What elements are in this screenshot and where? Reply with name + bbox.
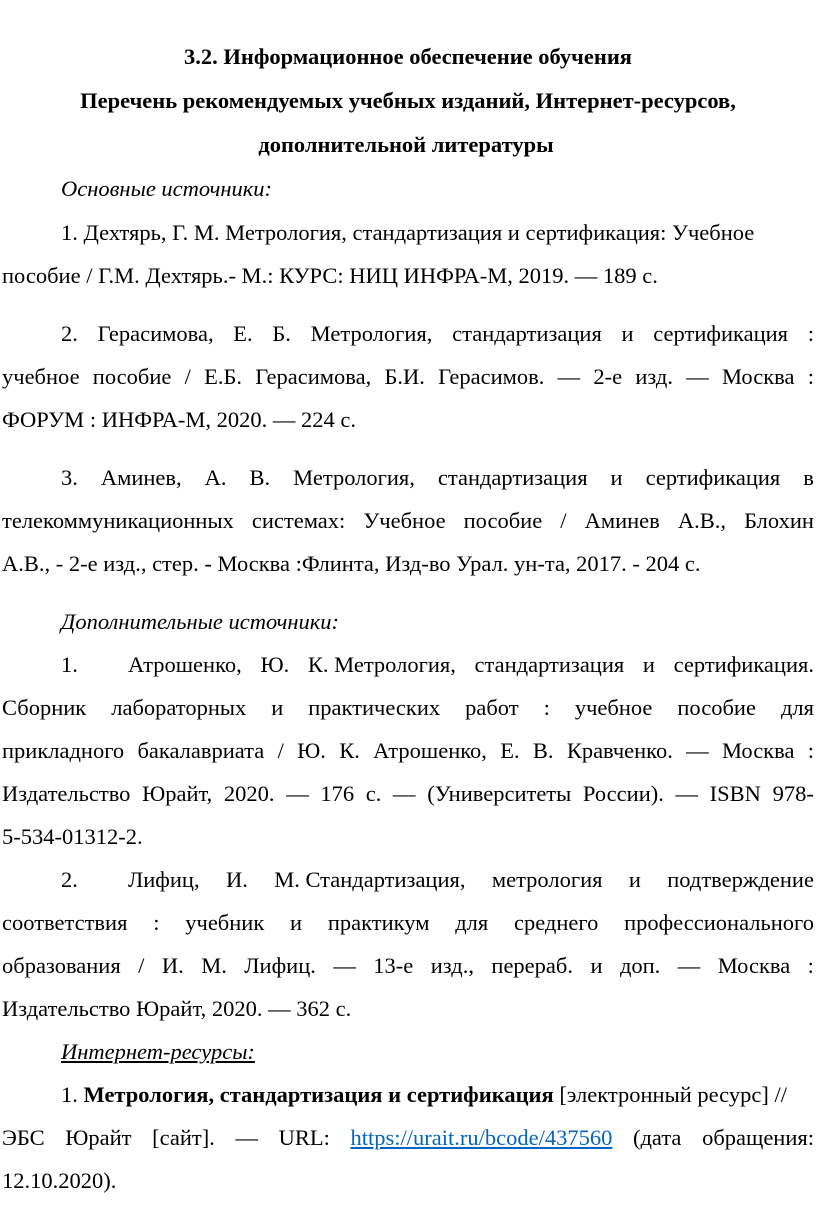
internet-resource-1-line1: 1. Метрология, стандартизация и сертификация [электронный ресурс] //	[61, 1082, 787, 1107]
main-source-3-line1: 3. Аминев, А. В. Метрология, стандартизация и сертификация в	[61, 465, 814, 490]
main-source-3-line2: телекоммуникационных системах: Учебное пособие / Аминев А.В., Блохин	[2, 508, 814, 533]
main-source-1-line1: 1. Дехтярь, Г. М. Метрология, стандартизация и сертификация: Учебное	[61, 220, 755, 245]
internet-resource-1-line2: ЭБС Юрайт [сайт]. — URL: https://urait.ru/bcode/437560 (дата обращения:	[2, 1125, 814, 1150]
main-source-2-line2: учебное пособие / Е.Б. Герасимова, Б.И. Герасимов. — 2-е изд. — Москва :	[2, 364, 814, 389]
additional-source-1-line5: 5-534-01312-2.	[2, 824, 143, 849]
internet-resource-1-line3: 12.10.2020).	[2, 1168, 117, 1193]
additional-source-2-line1: Лифиц, И. М. Стандартизация, метрология и подтверждение	[128, 867, 814, 892]
main-source-2-line3: ФОРУМ : ИНФРА-М, 2020. — 224 с.	[2, 407, 356, 432]
additional-source-1-line1: Атрошенко, Ю. К. Метрология, стандартизация и сертификация.	[128, 652, 814, 677]
additional-source-2-line2: соответствия : учебник и практикум для среднего профессионального	[2, 910, 814, 935]
internet-resources-heading: Интернет-ресурсы:	[61, 1039, 255, 1064]
section-subtitle-line1: Перечень рекомендуемых учебных изданий, Интернет-ресурсов,	[80, 88, 736, 113]
additional-source-2-number: 2.	[61, 867, 78, 892]
main-sources-heading: Основные источники:	[61, 176, 272, 201]
additional-source-2-line4: Издательство Юрайт, 2020. — 362 с.	[2, 996, 352, 1021]
additional-source-1-number: 1.	[61, 652, 78, 677]
additional-source-1-line2: Сборник лабораторных и практических работ : учебное пособие для	[2, 695, 814, 720]
section-subtitle-line2: дополнительной литературы	[258, 132, 554, 157]
main-source-3-line3: А.В., - 2-е изд., стер. - Москва :Флинта, Изд-во Урал. ун-та, 2017. - 204 с.	[2, 551, 701, 576]
main-source-2-line1: 2. Герасимова, Е. Б. Метрология, стандартизация и сертификация :	[61, 321, 814, 346]
main-source-1-line2: пособие / Г.М. Дехтярь.- М.: КУРС: НИЦ ИНФРА-М, 2019. — 189 с.	[2, 263, 658, 288]
urait-link[interactable]: https://urait.ru/bcode/437560	[350, 1125, 613, 1150]
additional-sources-heading: Дополнительные источники:	[61, 609, 340, 634]
section-title: 3.2. Информационное обеспечение обучения	[184, 44, 632, 69]
additional-source-1-line3: прикладного бакалавриата / Ю. К. Атрошенко, Е. В. Кравченко. — Москва :	[2, 738, 814, 763]
additional-source-1-line4: Издательство Юрайт, 2020. — 176 с. — (Университеты России). — ISBN 978-	[2, 781, 814, 806]
internet-resource-1-title: Метрология, стандартизация и сертификация	[83, 1082, 554, 1107]
additional-source-2-line3: образования / И. М. Лифиц. — 13-е изд., перераб. и доп. — Москва :	[2, 953, 814, 978]
